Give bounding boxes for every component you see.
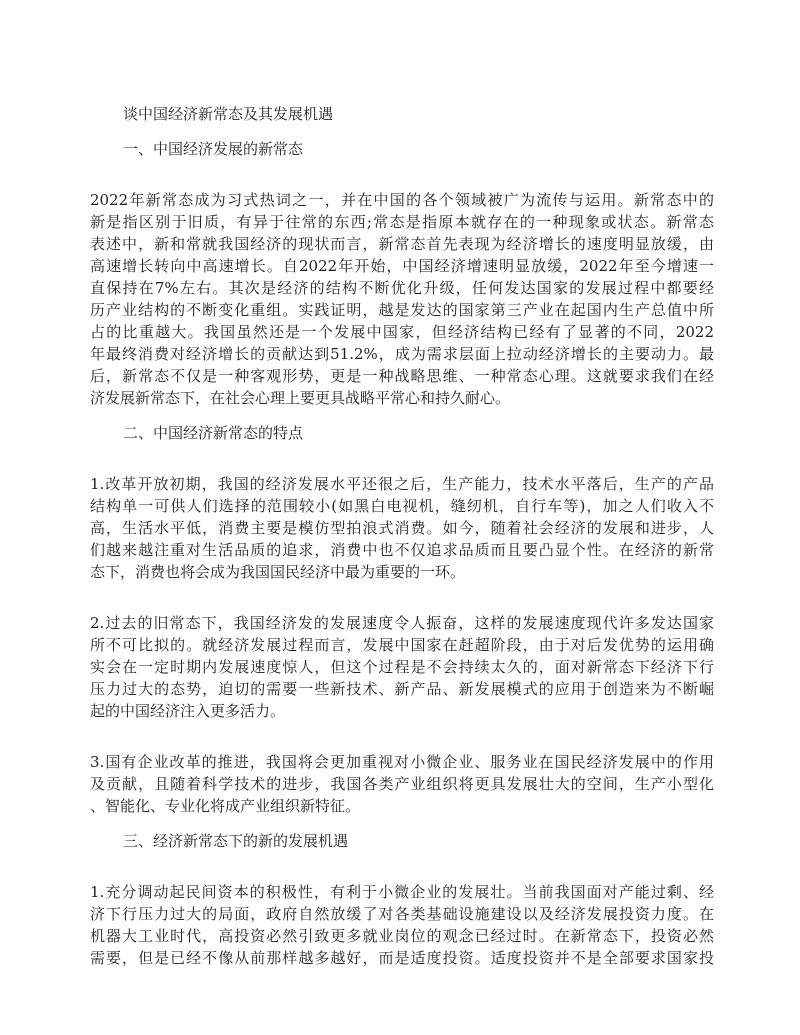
text-line: 济发展新常态下，在社会心理上要更具战略平常心和持久耐心。: [90, 389, 511, 407]
text-line: 所不可比拟的。就经济发展过程而言，发展中国家在赶超阶段，由于对后发优势的运用确: [90, 636, 714, 654]
text-line: 年最终消费对经济增长的贡献达到51.2%，成为需求层面上拉动经济增长的主要动力。最: [90, 345, 714, 363]
text-line: 占的比重越大。我国虽然还是一个发展中国家，但经济结构已经有了显著的不同，2022: [90, 323, 714, 341]
section-heading-2: 二、中国经济新常态的特点: [123, 424, 304, 442]
text-line: 结构单一可供人们选择的范围较小(如黑白电视机，缝纫机，自行车等)，加之人们收入不: [90, 497, 714, 515]
text-line: 实会在一定时期内发展速度惊人，但这个过程是不会持续太久的，面对新常态下经济下行: [90, 658, 714, 676]
text-line: 需要，但是已经不像从前那样越多越好，而是适度投资。适度投资并不是全部要求国家投: [90, 949, 714, 967]
text-line: 高，生活水平低，消费主要是模仿型拍浪式消费。如今，随着社会经济的发展和进步，人: [90, 519, 714, 537]
text-line: 起的中国经济注入更多活力。: [90, 702, 286, 720]
text-line: 直保持在7%左右。其次是经济的结构不断优化升级，任何发达国家的发展过程中都要经: [90, 279, 714, 297]
text-line: 3.国有企业改革的推进，我国将会更加重视对小微企业、服务业在国民经济发展中的作用: [90, 753, 714, 771]
text-line: 高速增长转向中高速增长。自2022年开始，中国经济增速明显放缓，2022年至今增速一: [90, 257, 714, 275]
text-line: 机器大工业时代，高投资必然引致更多就业岗位的观念已经过时。在新常态下，投资必然: [90, 927, 714, 945]
text-line: 历产业结构的不断变化重组。实践证明，越是发达的国家第三产业在起国内生产总值中所: [90, 301, 714, 319]
text-line: 1.改革开放初期，我国的经济发展水平还很之后，生产能力，技术水平落后，生产的产品: [90, 475, 714, 493]
text-line: 2.过去的旧常态下，我国经济发的发展速度令人振奋，这样的发展速度现代许多发达国家: [90, 614, 714, 632]
text-line: 们越来越注重对生活品质的追求，消费中也不仅追求品质而且要凸显个性。在经济的新常: [90, 541, 714, 559]
text-line: 、智能化、专业化将成产业组织新特征。: [90, 797, 361, 815]
text-line: 新是指区别于旧质，有异于往常的东西;常态是指原本就存在的一种现象或状态。新常态: [90, 213, 714, 231]
document-title: 谈中国经济新常态及其发展机遇: [123, 105, 334, 123]
text-line: 态下，消费也将会成为我国国民经济中最为重要的一环。: [90, 563, 466, 581]
text-line: 压力过大的态势，迫切的需要一些新技术、新产品、新发展模式的应用于创造来为不断崛: [90, 680, 714, 698]
text-line: 1.充分调动起民间资本的积极性，有利于小微企业的发展壮。当前我国面对产能过剩、经: [90, 883, 714, 901]
text-line: 及贡献，且随着科学技术的进步，我国各类产业组织将更具发展壮大的空间，生产小型化: [90, 775, 714, 793]
text-line: 济下行压力过大的局面，政府自然放缓了对各类基础设施建设以及经济发展投资力度。在: [90, 905, 714, 923]
text-line: 2022年新常态成为习式热词之一，并在中国的各个领域被广为流传与运用。新常态中的: [90, 191, 714, 209]
text-line: 表述中，新和常就我国经济的现状而言，新常态首先表现为经济增长的速度明显放缓，由: [90, 235, 714, 253]
section-heading-1: 一、中国经济发展的新常态: [123, 140, 304, 158]
text-line: 后，新常态不仅是一种客观形势，更是一种战略思维、一种常态心理。这就要求我们在经: [90, 367, 714, 385]
section-heading-3: 三、经济新常态下的新的发展机遇: [123, 832, 349, 850]
